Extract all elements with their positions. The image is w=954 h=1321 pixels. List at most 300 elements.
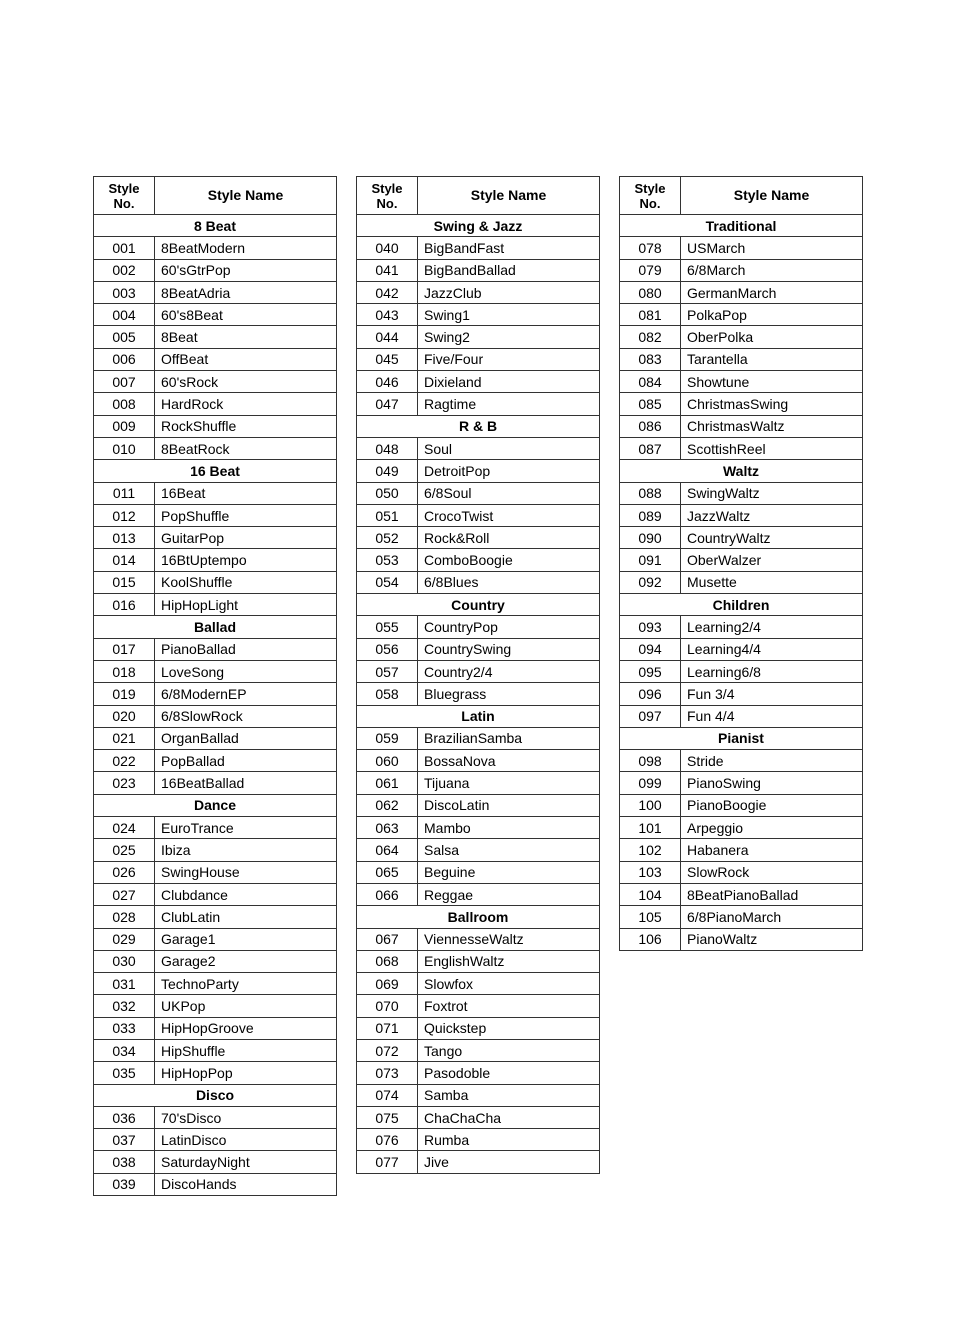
category-label: Disco [94,1084,337,1106]
style-number: 093 [620,616,681,638]
style-no-header [357,177,418,215]
category-label: Ballad [94,616,337,638]
style-number: 012 [94,504,155,526]
style-name: SaturdayNight [155,1151,337,1173]
style-name: Samba [418,1084,600,1106]
category-label: R & B [357,415,600,437]
table-row [94,415,337,437]
style-name: 8BeatRock [155,437,337,459]
table-row [620,571,863,593]
table-row [357,371,600,393]
table-body [357,215,600,1174]
header-row [94,177,337,215]
category-label: Traditional [620,215,863,237]
style-name: 60'sRock [155,371,337,393]
table-row [357,1039,600,1061]
style-number: 001 [94,237,155,259]
table-row [620,237,863,259]
style-name: Slowfox [418,973,600,995]
table-row [620,772,863,794]
style-name: PianoSwing [681,772,863,794]
table-row [357,817,600,839]
style-number: 008 [94,393,155,415]
table-row [620,883,863,905]
table-row [357,727,600,749]
style-name: Salsa [418,839,600,861]
style-number: 077 [357,1151,418,1173]
style-number: 029 [94,928,155,950]
style-name: CrocoTwist [418,504,600,526]
table-row [620,839,863,861]
style-name: TechnoParty [155,973,337,995]
style-name: EnglishWaltz [418,950,600,972]
style-name: 16BeatBallad [155,772,337,794]
table-row [357,750,600,772]
style-number: 030 [94,950,155,972]
table-body [94,215,337,1196]
style-name: Soul [418,437,600,459]
table-row [94,1173,337,1195]
style-number: 072 [357,1039,418,1061]
style-name: 16Beat [155,482,337,504]
table-row [620,705,863,727]
category-row [357,705,600,727]
style-number: 024 [94,817,155,839]
style-number: 006 [94,348,155,370]
style-name: Tango [418,1039,600,1061]
table-row [620,616,863,638]
style-number: 055 [357,616,418,638]
table-row [357,1129,600,1151]
style-name: Fun 3/4 [681,683,863,705]
table-row [620,906,863,928]
style-number: 105 [620,906,681,928]
style-name: 60'sGtrPop [155,259,337,281]
style-name-header: Style Name [155,177,337,215]
table-row [357,504,600,526]
style-number: 069 [357,973,418,995]
table-row [357,772,600,794]
style-number: 091 [620,549,681,571]
style-name: Garage1 [155,928,337,950]
style-number: 099 [620,772,681,794]
style-number: 042 [357,281,418,303]
style-name: 6/8ModernEP [155,683,337,705]
style-number: 034 [94,1039,155,1061]
category-label: Children [620,594,863,616]
style-name: ComboBoogie [418,549,600,571]
style-number: 007 [94,371,155,393]
style-number: 036 [94,1106,155,1128]
category-label: Pianist [620,727,863,749]
style-no-header-line: Style [371,180,403,196]
style-name: SlowRock [681,861,863,883]
table-row [94,772,337,794]
style-name: JazzWaltz [681,504,863,526]
style-name: ScottishReel [681,437,863,459]
table-row [94,259,337,281]
table-row [357,326,600,348]
table-row [357,571,600,593]
style-name: Clubdance [155,883,337,905]
table-row [620,660,863,682]
style-number: 053 [357,549,418,571]
table-row [357,1106,600,1128]
table-row [620,304,863,326]
style-number: 017 [94,638,155,660]
style-name: Quickstep [418,1017,600,1039]
table-row [94,348,337,370]
style-number: 056 [357,638,418,660]
table-row [94,527,337,549]
style-name: OberPolka [681,326,863,348]
style-name: DiscoLatin [418,794,600,816]
style-number: 037 [94,1129,155,1151]
style-number: 016 [94,594,155,616]
style-number: 022 [94,750,155,772]
table-row [620,683,863,705]
style-number: 064 [357,839,418,861]
style-number: 090 [620,527,681,549]
style-number: 078 [620,237,681,259]
category-row [357,415,600,437]
style-name: ChristmasWaltz [681,415,863,437]
category-row [94,1084,337,1106]
table-row [357,1084,600,1106]
table-row [94,1106,337,1128]
style-number: 046 [357,371,418,393]
category-row [94,616,337,638]
style-number: 005 [94,326,155,348]
table-row [357,393,600,415]
style-number: 095 [620,660,681,682]
table-row [94,883,337,905]
category-label: Swing & Jazz [357,215,600,237]
style-number: 026 [94,861,155,883]
style-number: 106 [620,928,681,950]
style-name: PopShuffle [155,504,337,526]
style-number: 097 [620,705,681,727]
style-number: 059 [357,727,418,749]
table-row [94,1017,337,1039]
table-row [94,1039,337,1061]
style-name: Learning6/8 [681,660,863,682]
style-number: 074 [357,1084,418,1106]
table-row [620,393,863,415]
style-number: 075 [357,1106,418,1128]
table-row [620,281,863,303]
table-row [94,995,337,1017]
table-row [94,571,337,593]
category-row [620,727,863,749]
style-name: Dixieland [418,371,600,393]
style-name: Garage2 [155,950,337,972]
style-no-header-line: No. [639,195,661,211]
style-number: 045 [357,348,418,370]
table-row [620,817,863,839]
style-number: 048 [357,437,418,459]
style-number: 079 [620,259,681,281]
style-name: PianoWaltz [681,928,863,950]
style-name: Pasodoble [418,1062,600,1084]
style-number: 043 [357,304,418,326]
style-number: 098 [620,750,681,772]
style-number: 050 [357,482,418,504]
style-name: Showtune [681,371,863,393]
style-number: 028 [94,906,155,928]
style-number: 063 [357,817,418,839]
style-name: BigBandBallad [418,259,600,281]
table-row [94,281,337,303]
table-row [94,906,337,928]
style-number: 004 [94,304,155,326]
table-row [357,861,600,883]
style-name: 6/8Soul [418,482,600,504]
table-row [357,1062,600,1084]
table-row [620,794,863,816]
table-row [620,326,863,348]
style-name: Country2/4 [418,660,600,682]
style-name: SwingWaltz [681,482,863,504]
style-list-table [619,176,863,951]
table-row [357,237,600,259]
style-number: 085 [620,393,681,415]
category-row [94,794,337,816]
style-name: ClubLatin [155,906,337,928]
style-number: 073 [357,1062,418,1084]
style-name: Fun 4/4 [681,705,863,727]
style-name: GuitarPop [155,527,337,549]
style-number: 062 [357,794,418,816]
table-row [620,638,863,660]
table-row [94,549,337,571]
table-row [94,683,337,705]
style-number: 027 [94,883,155,905]
style-number: 086 [620,415,681,437]
table-row [620,482,863,504]
style-name-header: Style Name [418,177,600,215]
table-row [620,504,863,526]
category-row [620,460,863,482]
style-name: LatinDisco [155,1129,337,1151]
style-name: HipHopGroove [155,1017,337,1039]
table-row [620,371,863,393]
table-row [357,1017,600,1039]
table-row [357,973,600,995]
style-name: Musette [681,571,863,593]
table-row [620,928,863,950]
style-number: 013 [94,527,155,549]
style-name: Tijuana [418,772,600,794]
style-name: Reggae [418,883,600,905]
table-row [620,415,863,437]
table-body [620,215,863,951]
table-row [357,259,600,281]
style-number: 081 [620,304,681,326]
style-number: 100 [620,794,681,816]
table-row [357,616,600,638]
style-name: Five/Four [418,348,600,370]
table-row [94,861,337,883]
style-name: 6/8March [681,259,863,281]
style-number: 104 [620,883,681,905]
table-row [620,437,863,459]
style-name: Habanera [681,839,863,861]
style-number: 076 [357,1129,418,1151]
style-number: 068 [357,950,418,972]
table-row [94,950,337,972]
style-name: BrazilianSamba [418,727,600,749]
style-number: 061 [357,772,418,794]
style-name: CountryWaltz [681,527,863,549]
style-number: 019 [94,683,155,705]
table-row [357,437,600,459]
table-row [357,1151,600,1173]
style-number: 015 [94,571,155,593]
style-name: Ragtime [418,393,600,415]
category-label: 8 Beat [94,215,337,237]
category-row [94,460,337,482]
style-name: CountryPop [418,616,600,638]
style-name: UKPop [155,995,337,1017]
style-number: 035 [94,1062,155,1084]
style-number: 052 [357,527,418,549]
category-row [357,906,600,928]
style-name: Rumba [418,1129,600,1151]
table-row [94,817,337,839]
table-row [357,348,600,370]
style-name: LoveSong [155,660,337,682]
style-name: EuroTrance [155,817,337,839]
style-name: 8Beat [155,326,337,348]
table-row [620,348,863,370]
style-name: 6/8Blues [418,571,600,593]
table-row [94,750,337,772]
style-name: ChaChaCha [418,1106,600,1128]
style-number: 092 [620,571,681,593]
style-number: 023 [94,772,155,794]
table-row [94,1062,337,1084]
style-list-table [93,176,337,1196]
style-name: RockShuffle [155,415,337,437]
table-header [357,177,600,215]
table-row [357,549,600,571]
style-name: 6/8PianoMarch [681,906,863,928]
style-number: 031 [94,973,155,995]
table-row [357,281,600,303]
table-row [94,638,337,660]
style-name: SwingHouse [155,861,337,883]
style-number: 060 [357,750,418,772]
table-row [94,973,337,995]
table-header [620,177,863,215]
style-number: 070 [357,995,418,1017]
style-number: 080 [620,281,681,303]
style-number: 044 [357,326,418,348]
category-label: Dance [94,794,337,816]
style-name: Swing1 [418,304,600,326]
style-name: Learning4/4 [681,638,863,660]
table-row [357,482,600,504]
style-number: 020 [94,705,155,727]
style-name: 60's8Beat [155,304,337,326]
style-number: 065 [357,861,418,883]
category-label: Ballroom [357,906,600,928]
style-number: 038 [94,1151,155,1173]
table-row [94,705,337,727]
table-row [620,750,863,772]
table-row [94,1129,337,1151]
style-number: 082 [620,326,681,348]
style-name: JazzClub [418,281,600,303]
style-name: CountrySwing [418,638,600,660]
style-no-header-line: No. [376,195,398,211]
table-row [94,660,337,682]
style-number: 088 [620,482,681,504]
style-name: ViennesseWaltz [418,928,600,950]
style-name: 6/8SlowRock [155,705,337,727]
style-name: 8BeatPianoBallad [681,883,863,905]
style-name: 8BeatAdria [155,281,337,303]
table-row [94,326,337,348]
style-name: Learning2/4 [681,616,863,638]
style-name: Swing2 [418,326,600,348]
table-row [357,527,600,549]
header-row [620,177,863,215]
style-name: OberWalzer [681,549,863,571]
style-name: Foxtrot [418,995,600,1017]
style-name: OrganBallad [155,727,337,749]
style-number: 011 [94,482,155,504]
style-name: OffBeat [155,348,337,370]
style-name: BigBandFast [418,237,600,259]
style-number: 094 [620,638,681,660]
style-name: 16BtUptempo [155,549,337,571]
table-row [357,638,600,660]
style-number: 089 [620,504,681,526]
style-name: Arpeggio [681,817,863,839]
table-row [94,304,337,326]
style-number: 021 [94,727,155,749]
style-name: Bluegrass [418,683,600,705]
table-row [357,460,600,482]
style-number: 083 [620,348,681,370]
style-name: PopBallad [155,750,337,772]
style-number: 084 [620,371,681,393]
style-name-header: Style Name [681,177,863,215]
style-number: 014 [94,549,155,571]
style-name: BossaNova [418,750,600,772]
style-no-header-line: No. [113,195,135,211]
style-name: USMarch [681,237,863,259]
table-row [94,594,337,616]
category-label: Latin [357,705,600,727]
style-name: DiscoHands [155,1173,337,1195]
style-name: 8BeatModern [155,237,337,259]
style-name: Rock&Roll [418,527,600,549]
category-row [94,215,337,237]
style-number: 025 [94,839,155,861]
style-name: Ibiza [155,839,337,861]
style-name: PianoBallad [155,638,337,660]
table-row [620,527,863,549]
style-number: 101 [620,817,681,839]
category-row [620,594,863,616]
category-row [620,215,863,237]
style-number: 018 [94,660,155,682]
style-no-header [94,177,155,215]
style-number: 103 [620,861,681,883]
